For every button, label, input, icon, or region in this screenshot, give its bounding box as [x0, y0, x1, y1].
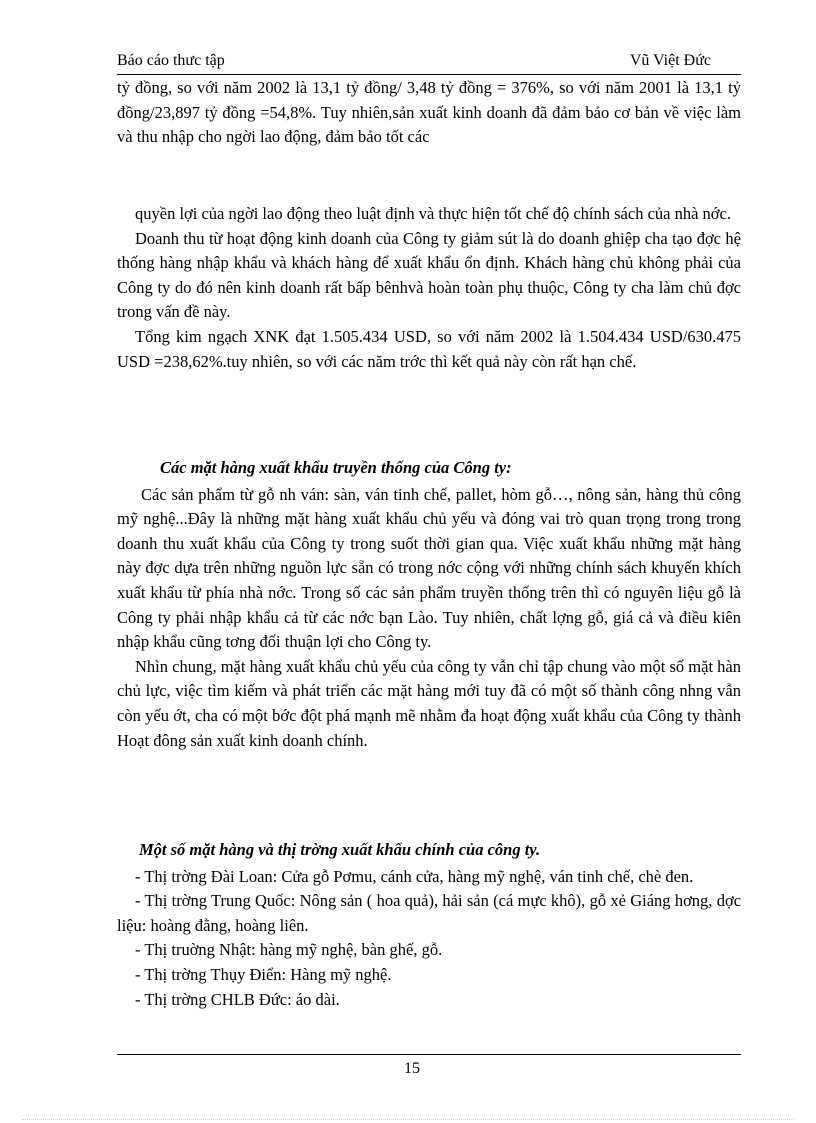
- list-item: - Thị trờng CHLB Đức: áo dài.: [135, 989, 340, 1009]
- header-report-title: Báo cáo thưc tập: [117, 52, 225, 69]
- text-block-4: [117, 838, 741, 1012]
- list-item: - Thị truờng Nhật: hàng mỹ nghệ, bàn ghế, gỗ.: [135, 940, 443, 960]
- paragraph: Tổng kim ngạch XNK đạt 1.505.434 USD, so với năm 2002 là 1.504.434 USD/630.475 USD =238,62%.tuy nhiên, so với các năm trớc thì kết quả này còn rất hạn chế.: [117, 326, 741, 371]
- text-block-2: [117, 202, 741, 374]
- section-heading: Một số mặt hàng và thị trờng xuất khẩu chính của công ty.: [139, 840, 541, 859]
- footer-rule: [117, 1054, 741, 1055]
- paragraph: Doanh thu từ hoạt động kinh doanh của Công ty giảm sút là do doanh ghiệp cha tạo đợc hệ thống hàng nhập khẩu và khách hàng để xuất khẩu ổn định. Khách hàng chủ không phải của Công ty do đó nên kinh doanh rất bấp bênhvà hoàn toàn phụ thuộc, Công ty cha làm chủ đợc trong vấn đề này.: [117, 228, 741, 322]
- text-block-1: [117, 76, 741, 150]
- list-item: - Thị trờng Thụy Điển: Hàng mỹ nghệ.: [135, 964, 392, 984]
- paragraph: Các sản phẩm từ gỗ nh ván: sàn, ván tinh chế, pallet, hòm gỗ…, nông sản, hàng thủ công mỹ nghệ...Đây là những mặt hàng xuất khẩu chủ yếu và đóng vai trò quan trọng trong trong doanh thu xuất khẩu của Công ty trong suốt thời gian qua. Việc xuất khẩu những mặt hàng này đợc dựa trên những nguồn lực sẵn có trong nớc cộng với những chính sách khuyến khích xuất khẩu từ phía nhà nớc. Trong số các sản phẩm truyền thống trên thì có nguyên liệu gỗ là Công ty phải nhập khẩu cả từ các nớc bạn Lào. Tuy nhiên, chất lợng gỗ, giá cả và điều kiên nhập khẩu cũng tơng đối thuận lợi cho Công ty.: [117, 484, 741, 652]
- paragraph: tỷ đồng, so với năm 2002 là 13,1 tỷ đồng/ 3,48 tỷ đồng = 376%, so với năm 2001 là 13,1 tỷ đồng/23,897 tỷ đồng =54,8%. Tuy nhiên,sản xuất kinh doanh đã đảm bảo cơ bản về việc làm và thu nhập cho ngời lao động, đảm bảo tốt các: [117, 78, 741, 147]
- page-header: [117, 50, 741, 75]
- list-item: - Thị trờng Đài Loan: Cửa gỗ Pơmu, cánh cửa, hàng mỹ nghệ, ván tinh chế, chè đen.: [135, 866, 694, 886]
- page-number: 15: [404, 1060, 420, 1077]
- header-author-name: Vũ Việt Đức: [629, 52, 711, 69]
- paragraph: quyền lợi của ngời lao động theo luật định và thực hiện tốt chế độ chính sách của nhà nớc.: [135, 204, 731, 223]
- list-item: - Thị trờng Trung Quốc: Nông sản ( hoa quả), hải sản (cá mực khô), gỗ xẻ Giáng hơng, dợc liệu: hoàng đằng, hoàng liên.: [117, 891, 741, 935]
- page-bottom-border: [22, 1119, 794, 1120]
- text-block-3: [117, 456, 741, 753]
- section-heading: Các mặt hàng xuất khẩu truyền thống của Công ty:: [160, 458, 512, 477]
- paragraph: Nhìn chung, mặt hàng xuất khẩu chủ yếu của công ty vẫn chỉ tập chung vào một số mặt hàn chủ lực, việc tìm kiếm và phát triển các mặt hàng mới tuy đã có một số thành công nhng vẫn còn yếu ớt, cha có một bớc đột phá mạnh mẽ nhằm đa hoạt động xuất khẩu của Công ty thành Hoạt đông sản xuất kinh doanh chính.: [117, 656, 741, 750]
